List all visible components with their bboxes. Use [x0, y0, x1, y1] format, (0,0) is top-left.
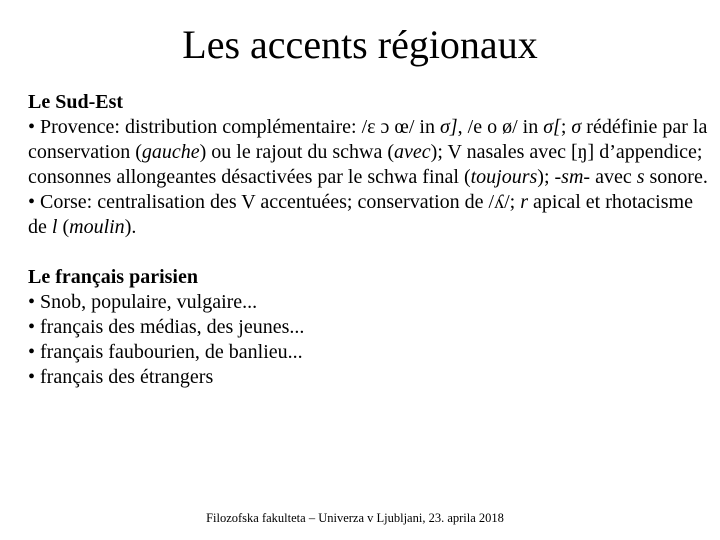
list-item: • Snob, populaire, vulgaire... [28, 291, 258, 313]
example-word: toujours [470, 166, 538, 188]
text-run: avec [590, 166, 637, 188]
example-word: l [51, 216, 58, 238]
text-run: ); V nasales avec [ŋ] d’appendice; consonnes allongeantes désactivées par le schwa final ( [28, 141, 703, 188]
text-run: ); [537, 166, 555, 188]
text-run: ; [560, 116, 572, 138]
text-run: ( [57, 216, 70, 238]
section-parisien [28, 265, 708, 390]
text-run: apical et rhotacisme de [28, 191, 693, 238]
symbol-run: σ[ [543, 116, 561, 138]
example-word: moulin [69, 216, 125, 238]
slide-body [28, 90, 708, 390]
text-run: rédéfinie par la conservation ( [28, 116, 708, 163]
bullet-provence [28, 115, 708, 190]
slide-footer: Filozofska fakulteta – Univerza v Ljubljani, 23. aprila 2018 [206, 511, 504, 525]
list-item: • français faubourien, de banlieu... [28, 341, 303, 363]
example-word: -sm- [554, 166, 591, 188]
example-word: avec [394, 141, 431, 163]
slide-title: Les accents régionaux [182, 22, 538, 67]
text-run: sonore. [644, 166, 708, 188]
symbol-run: σ] [439, 116, 458, 138]
example-word: gauche [141, 141, 200, 163]
symbol-run: σ [571, 116, 582, 138]
section-heading-parisien: Le français parisien [28, 266, 198, 288]
example-word: r [520, 191, 529, 213]
text-run: ). [124, 216, 137, 238]
section-heading-sud-est: Le Sud-Est [28, 91, 124, 113]
text-run: ) ou le rajout du schwa ( [199, 141, 395, 163]
example-word: s [636, 166, 645, 188]
list-item: • français des médias, des jeunes... [28, 316, 305, 338]
text-run: • Corse: centralisation des V accentuées; conservation de /ʎ/; [28, 191, 521, 213]
bullet-corse [28, 190, 708, 240]
text-run: • Provence: distribution complémentaire: /ɛ ɔ œ/ in [28, 116, 440, 138]
list-item: • français des étrangers [28, 366, 214, 388]
text-run: , /e o ø/ in [457, 116, 544, 138]
